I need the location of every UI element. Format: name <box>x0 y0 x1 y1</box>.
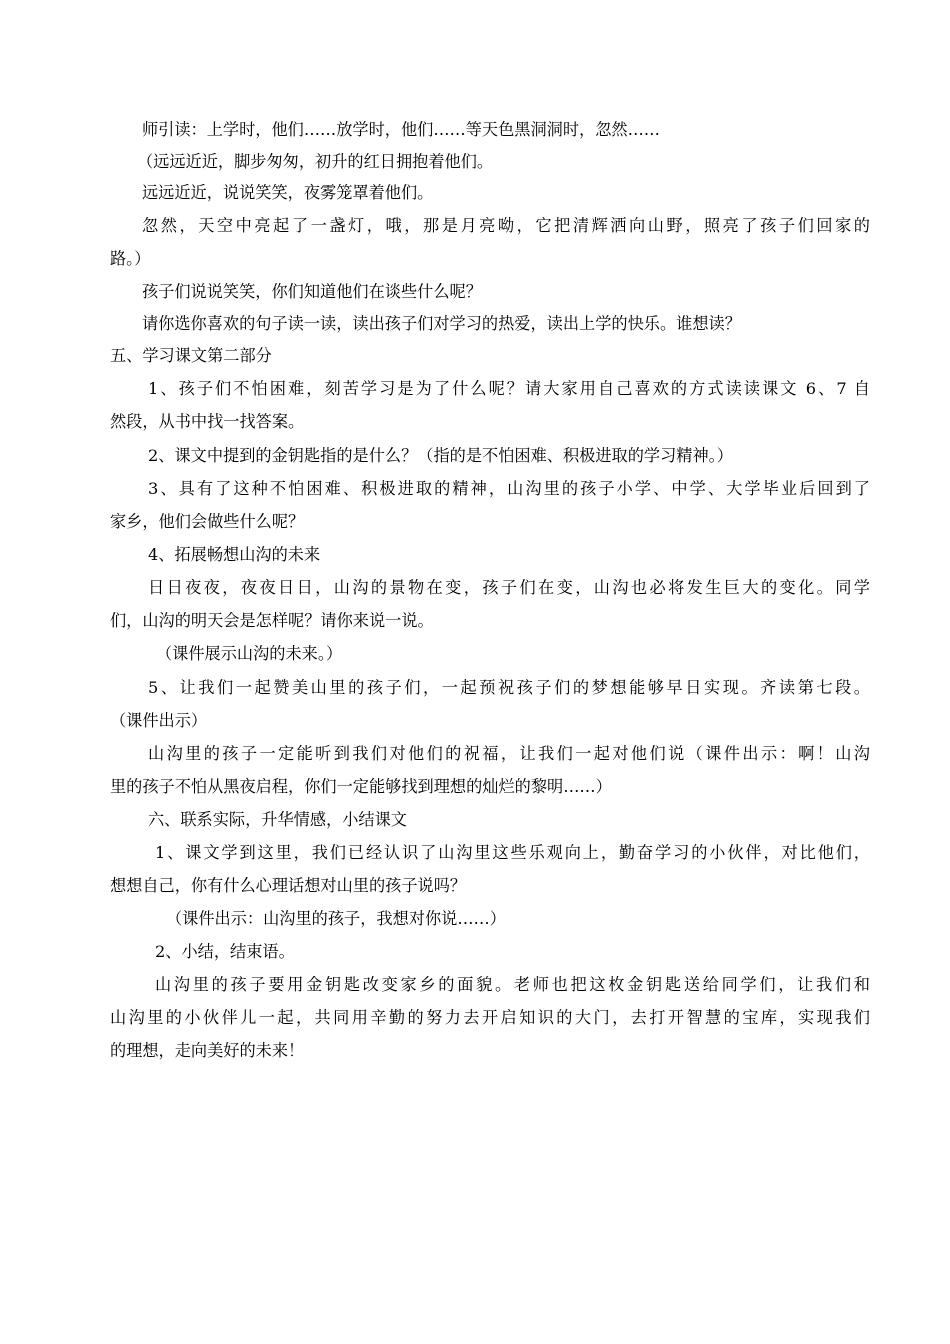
paragraph-line: 1、孩子们不怕困难，刻苦学习是为了什么呢？请大家用自己喜欢的方式读读课文 6、7 自 <box>148 379 870 398</box>
section-heading: 六、联系实际，升华情感，小结课文 <box>148 810 407 829</box>
paragraph-line: 路。） <box>110 249 151 268</box>
paragraph-line: 师引读：上学时，他们……放学时，他们……等天色黑洞洞时，忽然…… <box>142 120 660 139</box>
paragraph-line: 山沟里的小伙伴儿一起，共同用辛勤的努力去开启知识的大门，去打开智慧的宝库，实现我们 <box>110 1008 870 1027</box>
paragraph-line: 2、小结，结束语。 <box>155 942 295 961</box>
paragraph-line: （课件出示：山沟里的孩子，我想对你说……） <box>166 909 506 928</box>
paragraph-line: 山沟里的孩子要用金钥匙改变家乡的面貌。老师也把这枚金钥匙送给同学们，让我们和 <box>155 975 870 994</box>
paragraph-line: 4、拓展畅想山沟的未来 <box>148 545 321 564</box>
paragraph-line: （课件出示） <box>110 711 208 730</box>
paragraph-line: 2、课文中提到的金钥匙指的是什么？（指的是不怕困难、积极进取的学习精神。） <box>148 446 733 465</box>
paragraph-line: 日日夜夜，夜夜日日，山沟的景物在变，孩子们在变，山沟也必将发生巨大的变化。同学 <box>148 578 870 597</box>
paragraph-line: 想想自己，你有什么心理话想对山里的孩子说吗？ <box>110 876 467 895</box>
paragraph-line: 的理想，走向美好的未来！ <box>110 1041 305 1060</box>
section-heading: 五、学习课文第二部分 <box>110 346 272 365</box>
paragraph-line: 家乡，他们会做些什么呢？ <box>110 512 305 531</box>
paragraph-line: （课件展示山沟的未来。） <box>156 644 343 663</box>
paragraph-line: 然段，从书中找一找答案。 <box>110 412 305 431</box>
paragraph-line: 山沟里的孩子一定能听到我们对他们的祝福，让我们一起对他们说（课件出示：啊！山沟 <box>148 744 870 763</box>
paragraph-line: 5、让我们一起赞美山里的孩子们，一起预祝孩子们的梦想能够早日实现。齐读第七段。 <box>148 678 870 697</box>
paragraph-line: 们，山沟的明天会是怎样呢？请你来说一说。 <box>110 611 434 630</box>
paragraph-line: 忽然，天空中亮起了一盏灯，哦，那是月亮呦，它把清辉洒向山野，照亮了孩子们回家的 <box>142 216 870 235</box>
paragraph-line: 1、课文学到这里，我们已经认识了山沟里这些乐观向上，勤奋学习的小伙伴，对比他们， <box>155 843 870 862</box>
paragraph-line: 远远近近，说说笑笑，夜雾笼罩着他们。 <box>142 183 434 202</box>
paragraph-line: 请你选你喜欢的句子读一读，读出孩子们对学习的热爱，读出上学的快乐。谁想读？ <box>142 314 741 333</box>
paragraph-line: 里的孩子不怕从黑夜启程，你们一定能够找到理想的灿烂的黎明……） <box>110 777 612 796</box>
paragraph-line: （远远近近，脚步匆匆，初升的红日拥抱着他们。 <box>137 152 494 171</box>
paragraph-line: 3、具有了这种不怕困难、积极进取的精神，山沟里的孩子小学、中学、大学毕业后回到了 <box>148 479 870 498</box>
paragraph-line: 孩子们说说笑笑，你们知道他们在谈些什么呢？ <box>142 282 482 301</box>
